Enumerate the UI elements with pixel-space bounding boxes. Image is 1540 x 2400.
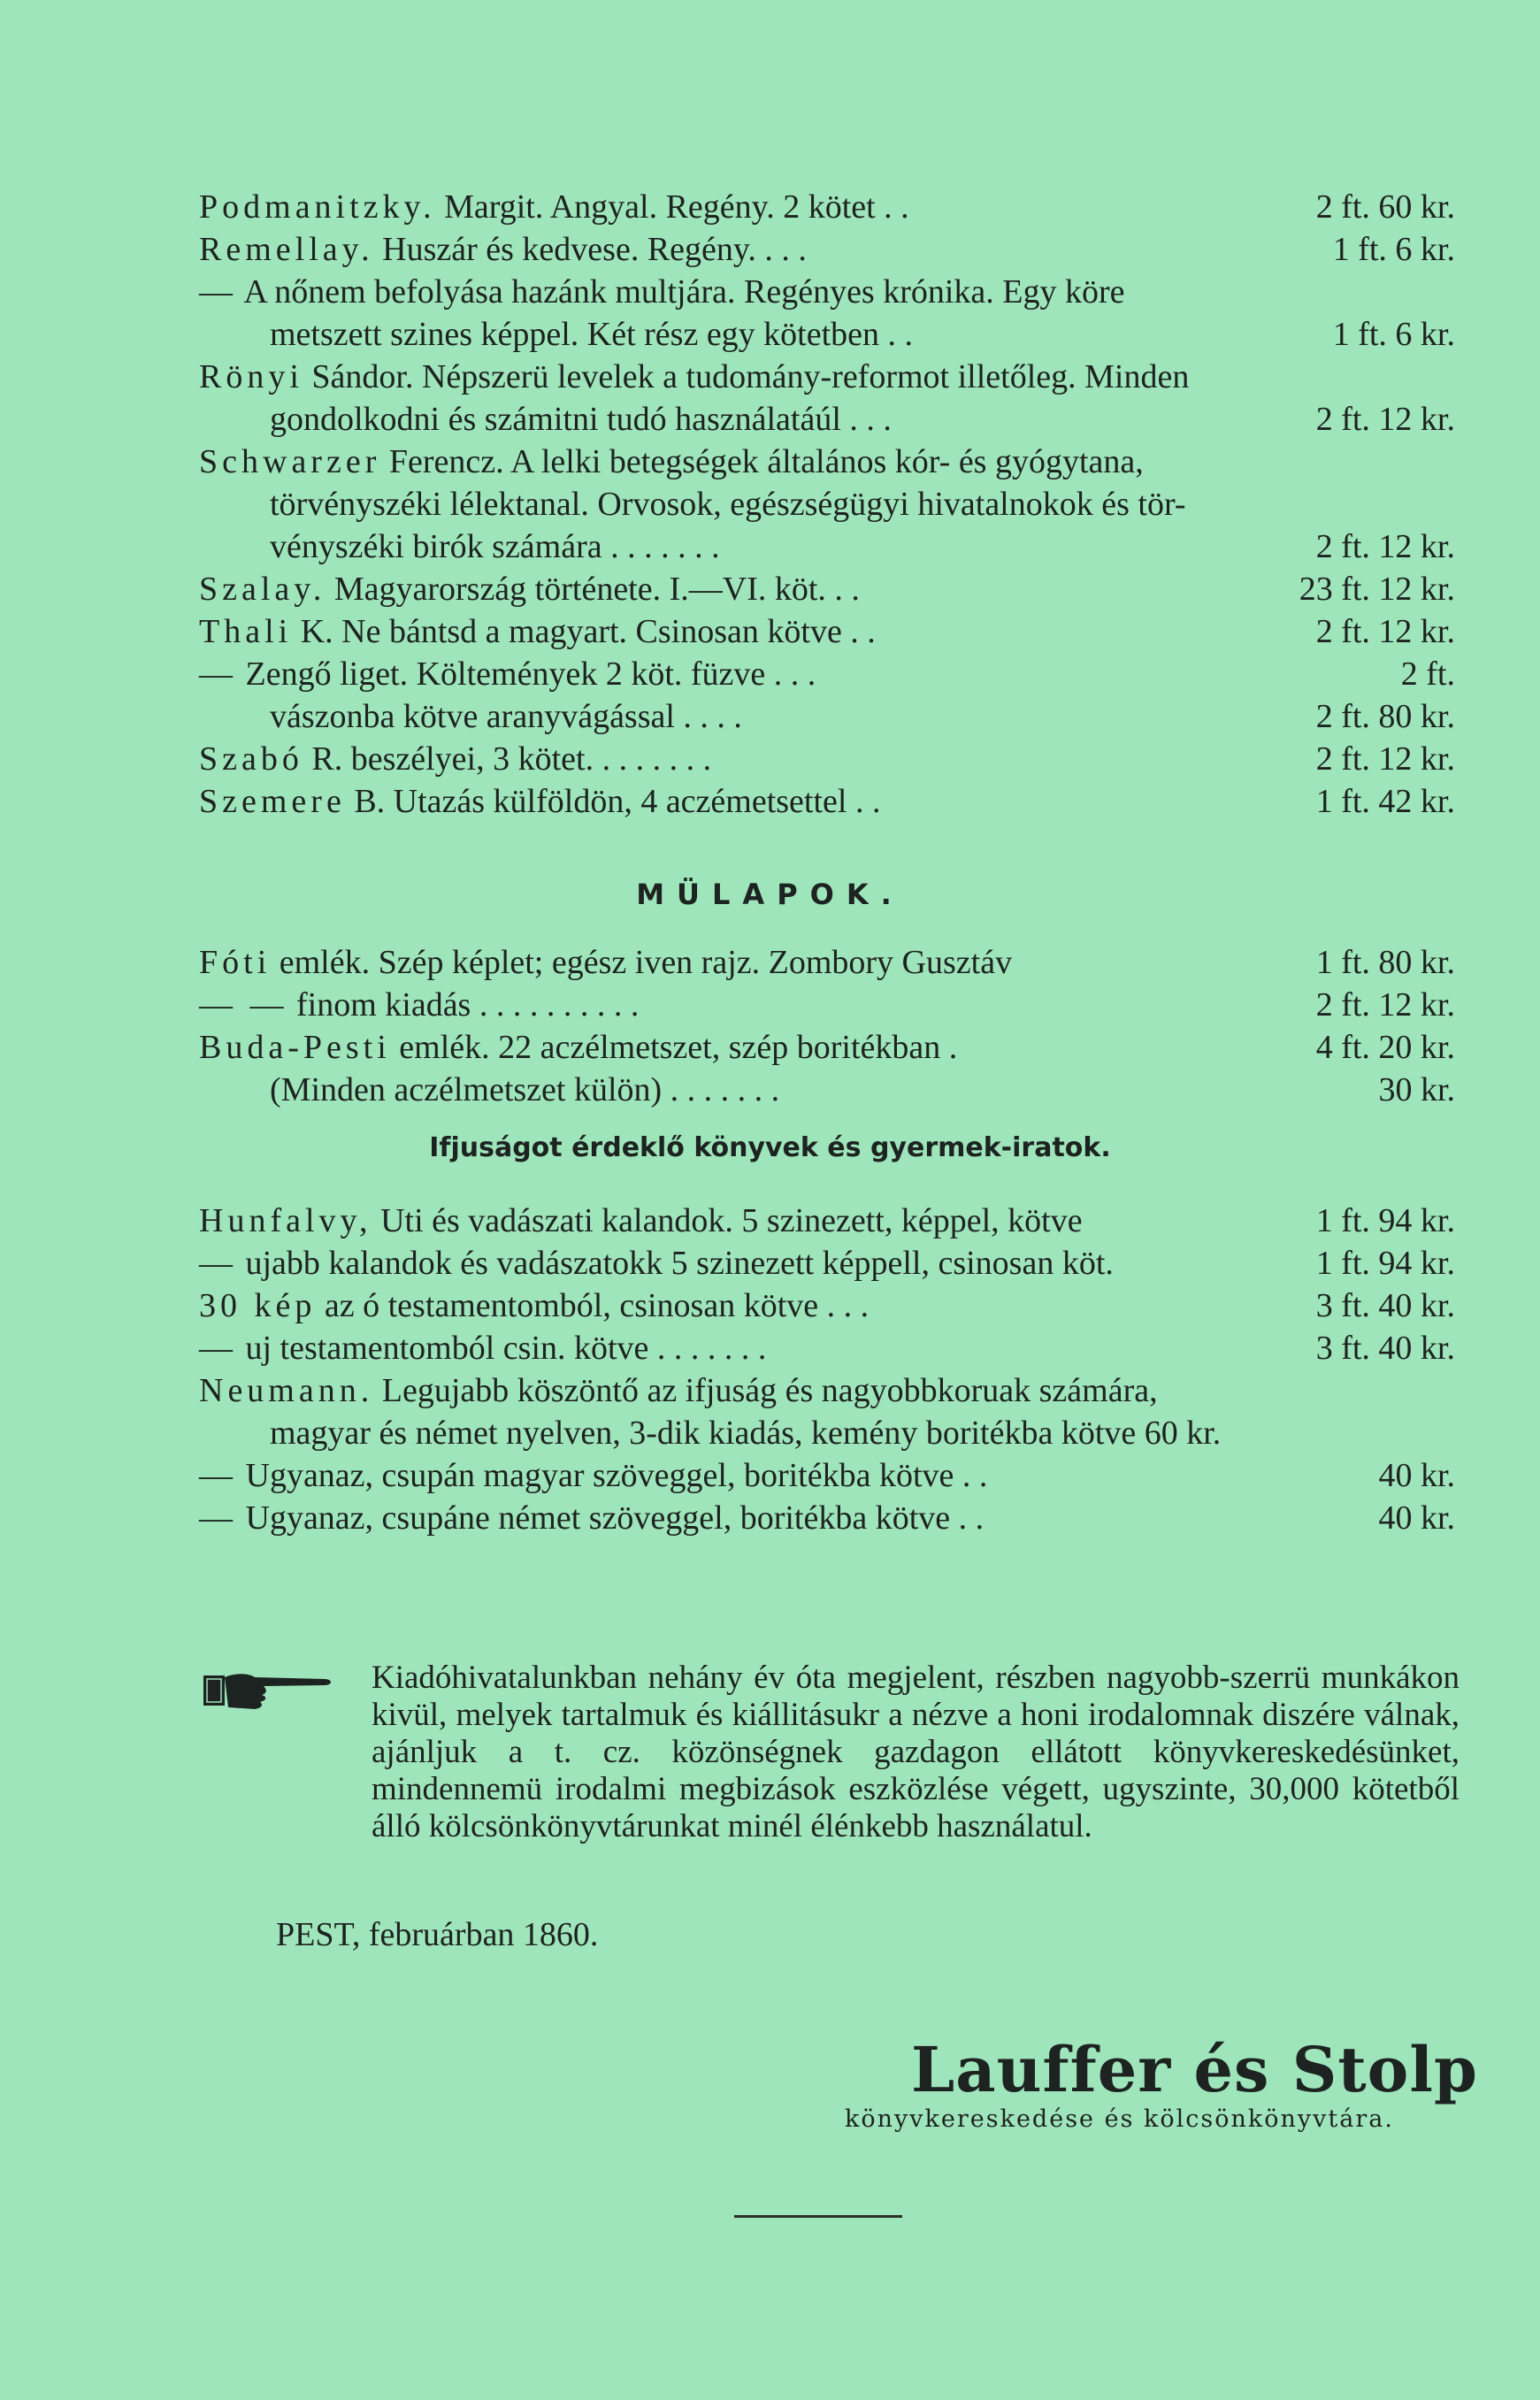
entry-author: Szabó: [199, 740, 303, 778]
entry-price: 30 kr.: [1378, 1071, 1455, 1108]
entry-price: 1 ft. 6 kr.: [1332, 231, 1455, 268]
entry-price: 23 ft. 12 kr.: [1299, 571, 1455, 608]
catalog-entry: [199, 1412, 1455, 1454]
entry-author: Neumann.: [199, 1372, 374, 1409]
publisher-notice: Kiadóhivatalunkban nehány év óta megjelent, részben nagyobb-szerrü munkákon kivül, melyek tartalmuk és kiállitásukr a nézve a honi irodalomnak diszére válnak, ajánljuk a t. cz. közönségnek gazdagon ellátott könyvkereskedésünket, mindennemü irodalmi megbizások eszközlése végett, ugyszinte, 30,000 kötetből álló kölcsönkönyvtárunkat minél élénkebb használatul.: [372, 1660, 1460, 1844]
entry-price: 1 ft. 42 kr.: [1315, 783, 1455, 820]
catalog-entry: [199, 653, 1455, 695]
entry-price: 40 kr.: [1378, 1457, 1455, 1494]
entry-title: magyar és német nyelven, 3-dik kiadás, kemény boritékba kötve 60 kr.: [270, 1415, 1222, 1452]
entry-price: 1 ft. 94 kr.: [1315, 1202, 1455, 1239]
entry-title: vászonba kötve aranyvágással . . . .: [270, 698, 742, 735]
entry-text: [199, 1327, 766, 1369]
entry-title: Ugyanaz, csupáne német szöveggel, boritékba kötve . .: [245, 1499, 985, 1537]
entry-text: [199, 653, 816, 695]
entry-text: [270, 695, 742, 738]
catalog-entry: [199, 1369, 1455, 1412]
catalog-entry: [199, 941, 1455, 984]
pointing-hand-icon: [202, 1663, 334, 1716]
entry-author: Fóti: [199, 944, 272, 981]
entry-author: Rönyi: [199, 358, 303, 395]
entry-author: 30 kép: [199, 1287, 317, 1324]
entry-author: — —: [199, 986, 288, 1024]
entry-author: Schwarzer: [199, 443, 381, 480]
catalog-entry: [199, 313, 1455, 356]
catalog-entry: [199, 1242, 1455, 1284]
entry-price: 2 ft. 12 kr.: [1315, 740, 1455, 778]
entry-title: ujabb kalandok és vadászatokk 5 szinezett képpell, csinosan köt.: [245, 1245, 1114, 1282]
entry-text: [270, 1069, 779, 1111]
entry-title: Ugyanaz, csupán magyar szöveggel, boritékba kötve . .: [245, 1457, 988, 1494]
entry-author: Remellay.: [199, 231, 374, 268]
catalog-entry: [199, 441, 1455, 483]
entry-author: Hunfalvy,: [199, 1202, 372, 1239]
entry-text: [270, 313, 913, 356]
entry-title: uj testamentomból csin. kötve . . . . . . .: [245, 1330, 767, 1367]
catalog-list-prints: [199, 941, 1455, 1111]
catalog-entry: [199, 1069, 1455, 1111]
entry-title: R. beszélyei, 3 kötet. . . . . . . .: [311, 740, 712, 778]
entry-price: 1 ft. 6 kr.: [1332, 316, 1455, 353]
entry-title: Zengő liget. Költemények 2 köt. füzve . . .: [245, 656, 816, 693]
entry-price: 40 kr.: [1378, 1499, 1455, 1537]
entry-price: 3 ft. 40 kr.: [1315, 1287, 1455, 1324]
entry-author: Thali: [199, 613, 293, 650]
entry-text: [199, 228, 807, 271]
closing-rule: [734, 2215, 902, 2218]
entry-text: [199, 941, 1012, 984]
catalog-entry: [199, 738, 1455, 780]
entry-price: 3 ft. 40 kr.: [1315, 1330, 1455, 1367]
entry-author: —: [199, 1245, 237, 1282]
entry-author: Podmanitzky.: [199, 188, 436, 226]
entry-text: [199, 610, 876, 653]
catalog-entry: [199, 1284, 1455, 1327]
entry-price: 1 ft. 94 kr.: [1315, 1245, 1455, 1282]
entry-price: 2 ft. 12 kr.: [1315, 401, 1455, 438]
catalog-entry: [199, 271, 1455, 313]
catalog-entry: [199, 780, 1455, 823]
catalog-entry: [199, 568, 1455, 610]
entry-title: Magyarország története. I.—VI. köt. . .: [333, 571, 860, 608]
entry-title: Huszár és kedvese. Regény. . . .: [382, 231, 807, 268]
entry-author: —: [199, 656, 237, 693]
catalog-entry: [199, 483, 1455, 525]
catalog-entry: [199, 610, 1455, 653]
entry-title: finom kiadás . . . . . . . . . .: [296, 986, 640, 1024]
entry-price: 2 ft. 60 kr.: [1315, 188, 1455, 226]
entry-text: [199, 441, 1144, 483]
entry-title: vényszéki birók számára . . . . . . .: [270, 528, 720, 565]
entry-price: 2 ft.: [1400, 656, 1455, 693]
entry-author: —: [199, 1330, 237, 1367]
entry-text: [199, 984, 639, 1026]
catalog-entry: [199, 228, 1455, 271]
entry-title: emlék. 22 aczélmetszet, szép boritékban .: [399, 1029, 958, 1066]
entry-text: [199, 780, 880, 823]
entry-text: [199, 271, 1125, 313]
entry-text: [199, 1284, 869, 1327]
entry-text: [199, 1026, 957, 1069]
entry-text: [270, 1412, 1221, 1454]
catalog-entry: [199, 398, 1455, 441]
entry-price: 2 ft. 12 kr.: [1315, 528, 1455, 565]
entry-title: Margit. Angyal. Regény. 2 kötet . .: [444, 188, 909, 226]
entry-text: [199, 186, 909, 228]
publisher-subtitle: könyvkereskedése és kölcsönkönyvtára.: [845, 2105, 1394, 2133]
entry-text: [199, 1454, 987, 1497]
entry-title: gondolkodni és számitni tudó használatáúl . . .: [270, 401, 892, 438]
entry-title: emlék. Szép képlet; egész iven rajz. Zombory Gusztáv: [279, 944, 1013, 981]
catalog-entry: [199, 1026, 1455, 1069]
entry-text: [270, 525, 720, 568]
entry-author: Buda-Pesti: [199, 1029, 391, 1066]
entry-title: Ferencz. A lelki betegségek általános kór- és gyógytana,: [388, 443, 1144, 480]
entry-price: 4 ft. 20 kr.: [1315, 1029, 1455, 1066]
entry-text: [199, 1369, 1158, 1412]
entry-text: [270, 483, 1186, 525]
publisher-name: Lauffer és Stolp: [911, 2033, 1478, 2106]
entry-text: [199, 738, 711, 780]
entry-title: metszett szines képpel. Két rész egy kötetben . .: [270, 316, 914, 353]
catalog-entry: [199, 1327, 1455, 1369]
entry-text: [199, 1200, 1083, 1242]
entry-title: Sándor. Népszerü levelek a tudomány-reformot illetőleg. Minden: [311, 358, 1190, 395]
entry-text: [270, 398, 892, 441]
entry-text: [199, 1497, 984, 1539]
place-date: PEST, februárban 1860.: [276, 1916, 599, 1953]
catalog-entry: [199, 356, 1455, 398]
entry-price: 1 ft. 80 kr.: [1315, 944, 1455, 981]
entry-title: K. Ne bántsd a magyart. Csinosan kötve . .: [300, 613, 876, 650]
entry-title: A nőnem befolyása hazánk multjára. Regényes krónika. Egy köre: [243, 273, 1125, 311]
catalog-entry: [199, 1200, 1455, 1242]
entry-author: —: [199, 1457, 237, 1494]
entry-author: Szalay.: [199, 571, 326, 608]
entry-author: —: [199, 273, 237, 311]
entry-price: 2 ft. 80 kr.: [1315, 698, 1455, 735]
catalog-entry: [199, 984, 1455, 1026]
catalog-entry: [199, 695, 1455, 738]
catalog-entry: [199, 1497, 1455, 1539]
entry-text: [199, 1242, 1114, 1284]
entry-text: [199, 356, 1189, 398]
catalog-entry: [199, 186, 1455, 228]
catalog-list-novels: [199, 186, 1455, 823]
section-heading-youth-books: Ifjuságot érdeklő könyvek és gyermek-iratok.: [429, 1132, 1111, 1163]
catalog-entry: [199, 1454, 1455, 1497]
entry-price: 2 ft. 12 kr.: [1315, 986, 1455, 1024]
catalog-entry: [199, 525, 1455, 568]
entry-title: Uti és vadászati kalandok. 5 szinezett, képpel, kötve: [380, 1202, 1083, 1239]
catalog-list-youth-books: [199, 1200, 1455, 1539]
entry-price: 2 ft. 12 kr.: [1315, 613, 1455, 650]
entry-title: törvényszéki lélektanal. Orvosok, egészségügyi hivatalnokok és tör-: [270, 486, 1186, 523]
entry-text: [199, 568, 860, 610]
entry-author: —: [199, 1499, 237, 1537]
entry-title: Legujabb köszöntő az ifjuság és nagyobbkoruak számára,: [381, 1372, 1158, 1409]
entry-title: B. Utazás külföldön, 4 aczémetsettel . .: [354, 783, 881, 820]
entry-author: Szemere: [199, 783, 346, 820]
section-heading-mulapok: MÜLAPOK.: [636, 878, 904, 911]
entry-title: (Minden aczélmetszet külön) . . . . . . .: [270, 1071, 780, 1108]
entry-title: az ó testamentomból, csinosan kötve . . .: [324, 1287, 870, 1324]
